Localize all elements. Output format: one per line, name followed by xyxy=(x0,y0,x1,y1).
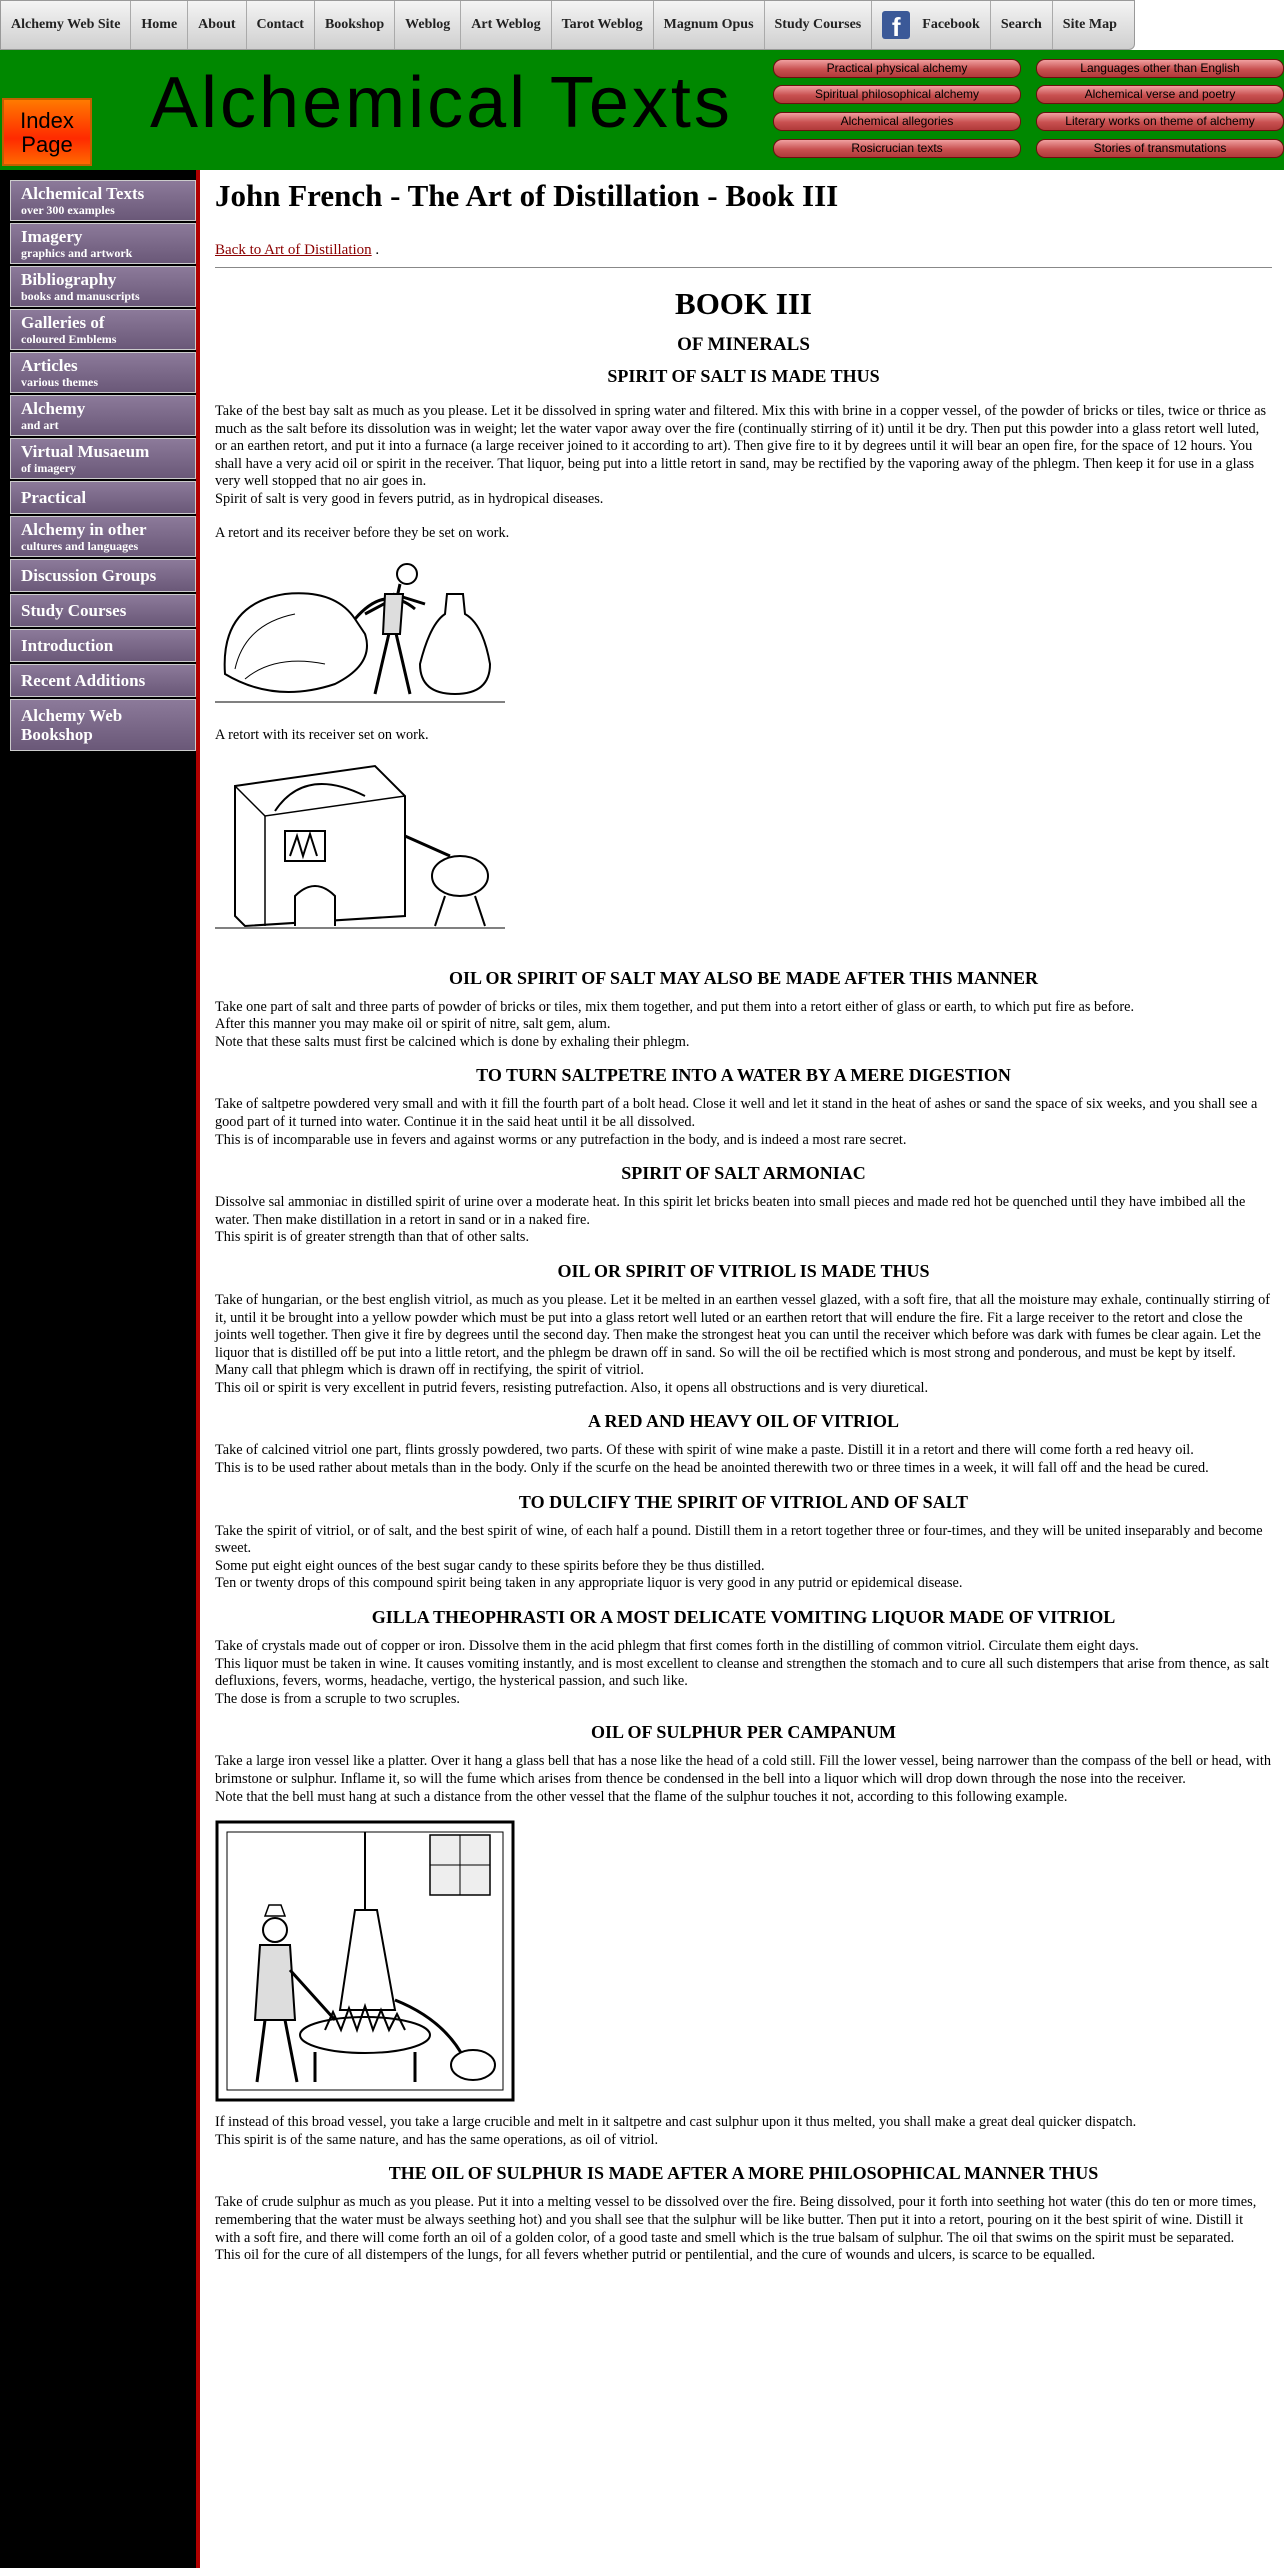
paragraph: Spirit of salt is very good in fevers putrid, as in hydropical diseases. xyxy=(215,490,604,507)
section-heading: SPIRIT OF SALT ARMONIAC xyxy=(621,1163,866,1184)
paragraph: Take of hungarian, or the best english vitriol, as much as you please. Let it be melted in an earthen vessel glazed, with a soft fire, that all the moisture may exhale, continually stirring of it, until it be brought into a yellow powder which must be put into a glass retort well luted or an earthen retort that will endure the fire. Fit a large receiver to the retort and close the joints well together. Then give it fire by degrees until the second day. Then make the strongest heat you can until the receiver which before was dark with fumes be clear again. Let the liquor that is distilled off be put into a little retort, and the phlegm be drawn off in sand. So will the oil be rectified which is most strong and ponderous, and must be kept by itself. xyxy=(215,1291,1271,1361)
illustration-caption: A retort and its receiver before they be set on work. xyxy=(215,524,510,541)
sidebar-item-introduction[interactable] xyxy=(10,629,196,662)
sidebar-item-label: Introduction xyxy=(21,636,114,655)
nav-study-courses[interactable]: Study Courses xyxy=(765,1,873,49)
banner-link-spiritual-philosophical[interactable]: Spiritual philosophical alchemy xyxy=(773,85,1021,104)
section-of-minerals: OF MINERALS xyxy=(677,334,810,355)
paragraph: This is to be used rather about metals than in the body. Only if the scurfe on the head be anointed therewith two or three times in a week, it will fall off and the head be cured. xyxy=(215,1460,1209,1477)
sidebar-item-label: Articles xyxy=(21,356,78,375)
sidebar-item-sublabel: various themes xyxy=(21,375,98,389)
sidebar-item-alchemical-texts[interactable] xyxy=(10,180,196,221)
sidebar-item-virtual-musaeum[interactable] xyxy=(10,438,196,479)
paragraph: After this manner you may make oil or spirit of nitre, salt gem, alum. xyxy=(215,1016,611,1033)
nav-tarot-weblog[interactable]: Tarot Weblog xyxy=(552,1,654,49)
sidebar-item-sublabel: and art xyxy=(21,418,59,432)
nav-contact[interactable]: Contact xyxy=(247,1,315,49)
section-heading: OIL OR SPIRIT OF VITRIOL IS MADE THUS xyxy=(557,1260,930,1281)
nav-home[interactable]: Home xyxy=(131,1,188,49)
sidebar-item-label: Alchemy in other xyxy=(21,520,147,539)
paragraph: Take of crystals made out of copper or iron. Dissolve them in the acid phlegm that first comes forth in the distilling of common vitriol. Circulate them eight days. xyxy=(215,1638,1139,1655)
paragraph: Note that the bell must hang at such a distance from the other vessel that the flame of the sulphur touches it not, according to this following example. xyxy=(215,1788,1068,1805)
nav-alchemy-web-site[interactable]: Alchemy Web Site xyxy=(1,1,131,49)
banner-link-languages[interactable]: Languages other than English xyxy=(1036,59,1284,78)
section-heading: OIL OF SULPHUR PER CAMPANUM xyxy=(591,1722,896,1743)
sidebar-item-alchemy-and-art[interactable] xyxy=(10,395,196,436)
index-page-line1: Index xyxy=(20,108,74,133)
sidebar-menu xyxy=(10,180,196,753)
nav-weblog[interactable]: Weblog xyxy=(395,1,461,49)
main-content xyxy=(215,178,1272,2265)
paragraph: This liquor must be taken in wine. It causes vomiting instantly, and is most excellent to cleanse and strengthen the stomach and to cure all such distempers that arise from thence, as salt defluxions, fevers, worms, headache, vertigo, the hysterical passion, and such like. xyxy=(215,1655,1269,1690)
banner-link-literary-works[interactable]: Literary works on theme of alchemy xyxy=(1036,112,1284,131)
page-title: John French - The Art of Distillation - Book III xyxy=(215,178,839,213)
retort-set-on-work-illustration xyxy=(215,756,505,936)
paragraph: The dose is from a scruple to two scruples. xyxy=(215,1690,460,1707)
paragraph: This oil for the cure of all distempers of the lungs, for all fevers whether putrid or pentilential, and the cure of wounds and ulcers, is scarce to be equalled. xyxy=(215,2247,1096,2264)
banner-link-practical-physical[interactable]: Practical physical alchemy xyxy=(773,59,1021,78)
section-heading: TO DULCIFY THE SPIRIT OF VITRIOL AND OF SALT xyxy=(518,1491,969,1512)
facebook-icon: f xyxy=(882,11,910,39)
sidebar-item-label: Virtual Musaeum xyxy=(21,442,150,461)
back-to-art-of-distillation-link[interactable]: Back to Art of Distillation xyxy=(215,242,372,258)
nav-about[interactable]: About xyxy=(188,1,246,49)
section-heading: TO TURN SALTPETRE INTO A WATER BY A MERE DIGESTION xyxy=(476,1065,1011,1086)
section-heading: OIL OR SPIRIT OF SALT MAY ALSO BE MADE AFTER THIS MANNER xyxy=(449,967,1038,988)
banner-link-transmutations[interactable]: Stories of transmutations xyxy=(1036,139,1284,158)
paragraph: Take of calcined vitriol one part, flints grossly powdered, two parts. Of these with spirit of wine make a paste. Distill it in a retort and there will come forth a red heavy oil. xyxy=(215,1442,1194,1459)
paragraph: Take one part of salt and three parts of powder of bricks or tiles, mix them together, and put them into a retort either of glass or earth, to which put fire as before. xyxy=(215,998,1135,1015)
sidebar-item-bibliography[interactable] xyxy=(10,266,196,307)
header-banner xyxy=(0,50,1284,170)
banner-link-rosicrucian[interactable]: Rosicrucian texts xyxy=(773,139,1021,158)
section-heading: THE OIL OF SULPHUR IS MADE AFTER A MORE PHILOSOPHICAL MANNER THUS xyxy=(388,2163,1099,2184)
nav-art-weblog[interactable]: Art Weblog xyxy=(461,1,551,49)
nav-facebook-label: Facebook xyxy=(922,17,980,32)
paragraph: If instead of this broad vessel, you take a large crucible and melt in it saltpetre and cast sulphur upon it thus melted, you shall make a great deal quicker dispatch. xyxy=(215,2114,1137,2131)
sidebar-item-recent-additions[interactable] xyxy=(10,664,196,697)
divider xyxy=(215,267,1272,268)
paragraph: Take of the best bay salt as much as you please. Let it be dissolved in spring water and filtered. Mix this with brine in a copper vessel, of the powder of bricks or tiles, twice or thrice as much as the salt before its dissolution was in weight; let the water vapor away over the fire (continually stirring of it) until it be dry. Then put this powder into a glass retort well luted, or an earthen retort, and put it into a furnace (a large receiver joined to it according to art). Then give fire to it by degrees until it will bear an open fire, for the space of 12 hours. You shall have a very acid oil or spirit in the receiver. That liquor, being put into a little retort in sand, may be rectified by the vaporing away of the phlegm. Then keep it for use in a glass very well stopped that no air goes in. xyxy=(215,403,1267,490)
sidebar-item-bookshop[interactable] xyxy=(10,699,196,751)
paragraph: Some put eight eight ounces of the best sugar candy to these spirits before they be thus distilled. xyxy=(215,1557,765,1574)
sidebar-divider xyxy=(196,170,200,2568)
sidebar-item-imagery[interactable] xyxy=(10,223,196,264)
banner-link-verse-poetry[interactable]: Alchemical verse and poetry xyxy=(1036,85,1284,104)
sidebar-item-label: Alchemy Web Bookshop xyxy=(21,706,123,744)
top-navigation-bar xyxy=(0,0,1135,50)
banner-link-allegories[interactable]: Alchemical allegories xyxy=(773,112,1021,131)
paragraph: Many call that phlegm which is drawn off in rectifying, the spirit of vitriol. xyxy=(215,1362,644,1379)
sidebar-item-label: Alchemy xyxy=(21,399,86,418)
retort-and-receiver-illustration xyxy=(215,554,505,709)
sidebar-item-sublabel: of imagery xyxy=(21,461,76,475)
section-heading: SPIRIT OF SALT IS MADE THUS xyxy=(607,366,880,386)
sidebar-item-study-courses[interactable] xyxy=(10,594,196,627)
paragraph: Take the spirit of vitriol, or of salt, and the best spirit of wine, of each half a pound. Distill them in a retort together three or four-times, and they will be united inseparably and become sweet. xyxy=(215,1522,1263,1557)
illustration-caption: A retort with its receiver set on work. xyxy=(215,726,429,743)
nav-search[interactable]: Search xyxy=(991,1,1053,49)
sidebar-item-practical[interactable] xyxy=(10,481,196,514)
book-heading: BOOK III xyxy=(675,286,812,321)
sidebar-item-label: Recent Additions xyxy=(21,671,146,690)
nav-site-map[interactable]: Site Map xyxy=(1062,17,1117,32)
section-heading: A RED AND HEAVY OIL OF VITRIOL xyxy=(587,1411,900,1432)
sidebar-item-galleries[interactable] xyxy=(10,309,196,350)
paragraph: This oil or spirit is very excellent in putrid fevers, resisting putrefaction. Also, it opens all obstructions and is very diuretical. xyxy=(215,1379,929,1396)
paragraph: Dissolve sal ammoniac in distilled spirit of urine over a moderate heat. In this spirit let bricks beaten into small pieces and made red hot be quenched until they have imbibed all the water. Then make distillation in a retort in sand or in a naked fire. xyxy=(215,1194,1246,1228)
sidebar-item-label: Alchemical Texts xyxy=(21,184,145,203)
nav-magnum-opus[interactable]: Magnum Opus xyxy=(654,1,765,49)
back-link-suffix: . xyxy=(371,242,380,258)
sidebar-item-label: Discussion Groups xyxy=(21,566,157,585)
sidebar-item-discussion-groups[interactable] xyxy=(10,559,196,592)
nav-facebook[interactable] xyxy=(872,1,991,49)
sidebar-item-sublabel: over 300 examples xyxy=(21,203,115,217)
paragraph: This spirit is of greater strength than that of other salts. xyxy=(215,1229,530,1246)
sidebar-item-label: Bibliography xyxy=(21,270,117,289)
sulphur-bell-illustration xyxy=(215,1820,515,2102)
sidebar-item-sublabel: graphics and artwork xyxy=(21,246,133,260)
sidebar-item-label: Study Courses xyxy=(21,601,127,620)
paragraph: This spirit is of the same nature, and has the same operations, as oil of vitriol. xyxy=(215,2131,659,2148)
sidebar-item-sublabel: books and manuscripts xyxy=(21,289,140,303)
sidebar-item-label: Imagery xyxy=(21,227,83,246)
sidebar-item-sublabel: coloured Emblems xyxy=(21,332,117,346)
sidebar-item-sublabel: cultures and languages xyxy=(21,539,139,553)
section-heading: GILLA THEOPHRASTI OR A MOST DELICATE VOMITING LIQUOR MADE OF VITRIOL xyxy=(371,1607,1116,1628)
paragraph: Note that these salts must first be calcined which is done by exhaling their phlegm. xyxy=(215,1033,690,1050)
sidebar-item-other-cultures[interactable] xyxy=(10,516,196,557)
index-page-line2: Page xyxy=(21,132,73,157)
back-link-row xyxy=(215,242,1272,259)
sidebar-item-articles[interactable] xyxy=(10,352,196,393)
paragraph: Take a large iron vessel like a platter. Over it hang a glass bell that has a nose like the head of a cold still. Fill the lower vessel, being narrower than the compass of the bell or head, with brimstone or sulphur. Inflame it, so will the fume which arises from thence be condensed in the bell into a liquor which will drop down through the nose into the receiver. xyxy=(215,1753,1271,1787)
index-page-button[interactable] xyxy=(2,98,92,166)
paragraph: Take of saltpetre powdered very small and with it fill the fourth part of a bolt head. Close it well and let it stand in the heat of ashes or sand the space of six weeks, and you shall see a good part of it turned into water. Continue it in the said heat until it be all dissolved. xyxy=(215,1096,1258,1130)
nav-bookshop[interactable]: Bookshop xyxy=(315,1,395,49)
paragraph: Take of crude sulphur as much as you please. Put it into a melting vessel to be dissolved over the fire. Being dissolved, pour it forth into seething hot water (this do ten or more times, remembering that the water must be always seething hot) and you shall see that the sulphur will be like butter. Then put it into a retort, pouring on it the best spirit of wine. Distill it with a soft fire, and there will come forth an oil of a golden color, of a good taste and smell which is the true balsam of sulphur. The oil that swims on the spirit must be separated. xyxy=(215,2194,1257,2246)
sidebar-item-label: Galleries of xyxy=(21,313,105,332)
banner-title: Alchemical Texts xyxy=(150,63,733,143)
paragraph: Ten or twenty drops of this compound spirit being taken in any appropriate liquor is very good in any putrid or epidemical disease. xyxy=(215,1575,963,1592)
sidebar-item-label: Practical xyxy=(21,488,87,507)
paragraph: This is of incomparable use in fevers and against worms or any putrefaction in the body, and is indeed a most rare secret. xyxy=(215,1131,907,1148)
